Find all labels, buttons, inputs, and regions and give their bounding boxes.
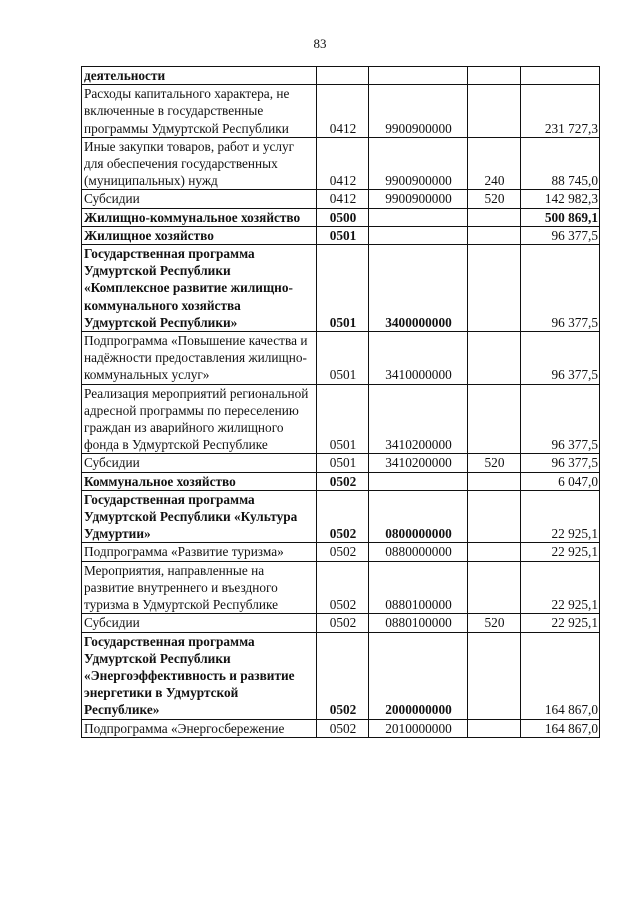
section-code-cell: 0502 [317, 472, 369, 490]
section-code-cell: 0412 [317, 190, 369, 208]
amount-cell [521, 67, 600, 85]
expense-type-cell [468, 245, 521, 332]
amount-cell: 22 925,1 [521, 561, 600, 614]
target-article-cell: 3410200000 [369, 384, 468, 454]
target-article-cell [369, 226, 468, 244]
table-row [82, 190, 600, 208]
table-row [82, 472, 600, 490]
expense-type-cell [468, 332, 521, 385]
target-article-cell: 0800000000 [369, 490, 468, 543]
amount-cell: 22 925,1 [521, 543, 600, 561]
amount-cell: 96 377,5 [521, 454, 600, 472]
amount-cell: 500 869,1 [521, 208, 600, 226]
section-code-cell: 0501 [317, 332, 369, 385]
amount-cell: 22 925,1 [521, 614, 600, 632]
amount-cell: 231 727,3 [521, 85, 600, 138]
row-name-cell: Жилищно-коммунальное хозяйство [82, 208, 317, 226]
expense-type-cell [468, 472, 521, 490]
table-row [82, 719, 600, 737]
target-article-cell: 0880000000 [369, 543, 468, 561]
table-row [82, 543, 600, 561]
table-row [82, 561, 600, 614]
section-code-cell: 0412 [317, 137, 369, 190]
expense-type-cell [468, 67, 521, 85]
expense-type-cell [468, 208, 521, 226]
section-code-cell: 0501 [317, 245, 369, 332]
target-article-cell: 2000000000 [369, 632, 468, 719]
row-name-cell: деятельности [82, 67, 317, 85]
amount-cell: 164 867,0 [521, 719, 600, 737]
row-name-cell: Государственная программа Удмуртской Республики «Культура Удмуртии» [82, 490, 317, 543]
row-name-cell: Мероприятия, направленные на развитие внутреннего и въездного туризма в Удмуртской Республике [82, 561, 317, 614]
row-name-cell: Коммунальное хозяйство [82, 472, 317, 490]
amount-cell: 96 377,5 [521, 384, 600, 454]
page-number: 83 [313, 36, 327, 51]
target-article-cell: 3410000000 [369, 332, 468, 385]
row-name-cell: Субсидии [82, 190, 317, 208]
table-row [82, 490, 600, 543]
table-row [82, 332, 600, 385]
amount-cell: 96 377,5 [521, 245, 600, 332]
section-code-cell: 0502 [317, 561, 369, 614]
amount-cell: 6 047,0 [521, 472, 600, 490]
target-article-cell [369, 208, 468, 226]
table-row [82, 208, 600, 226]
row-name-cell: Подпрограмма «Энергосбережение [82, 719, 317, 737]
expense-type-cell [468, 543, 521, 561]
section-code-cell: 0501 [317, 226, 369, 244]
section-code-cell: 0501 [317, 384, 369, 454]
target-article-cell: 0880100000 [369, 614, 468, 632]
table-row [82, 137, 600, 190]
row-name-cell: Субсидии [82, 454, 317, 472]
row-name-cell: Государственная программа Удмуртской Республики «Комплексное развитие жилищно-коммунального хозяйства Удмуртской Республики» [82, 245, 317, 332]
amount-cell: 164 867,0 [521, 632, 600, 719]
expense-type-cell [468, 384, 521, 454]
target-article-cell: 3400000000 [369, 245, 468, 332]
table-row [82, 454, 600, 472]
table-row [82, 384, 600, 454]
budget-table [81, 66, 600, 738]
section-code-cell: 0502 [317, 632, 369, 719]
section-code-cell: 0412 [317, 85, 369, 138]
expense-type-cell: 520 [468, 614, 521, 632]
expense-type-cell: 520 [468, 454, 521, 472]
table-row [82, 85, 600, 138]
row-name-cell: Подпрограмма «Повышение качества и надёжности предоставления жилищно-коммунальных услуг» [82, 332, 317, 385]
target-article-cell: 9900900000 [369, 190, 468, 208]
table-row [82, 614, 600, 632]
table-row [82, 245, 600, 332]
section-code-cell [317, 67, 369, 85]
expense-type-cell: 240 [468, 137, 521, 190]
expense-type-cell [468, 632, 521, 719]
section-code-cell: 0500 [317, 208, 369, 226]
section-code-cell: 0502 [317, 719, 369, 737]
row-name-cell: Подпрограмма «Развитие туризма» [82, 543, 317, 561]
section-code-cell: 0502 [317, 490, 369, 543]
target-article-cell: 9900900000 [369, 85, 468, 138]
table-row [82, 67, 600, 85]
target-article-cell: 9900900000 [369, 137, 468, 190]
expense-type-cell [468, 85, 521, 138]
expense-type-cell: 520 [468, 190, 521, 208]
expense-type-cell [468, 490, 521, 543]
expense-type-cell [468, 561, 521, 614]
expense-type-cell [468, 226, 521, 244]
row-name-cell: Реализация мероприятий региональной адресной программы по переселению граждан из аварийного жилищного фонда в Удмуртской Республике [82, 384, 317, 454]
section-code-cell: 0502 [317, 614, 369, 632]
target-article-cell: 2010000000 [369, 719, 468, 737]
section-code-cell: 0501 [317, 454, 369, 472]
target-article-cell: 0880100000 [369, 561, 468, 614]
amount-cell: 96 377,5 [521, 332, 600, 385]
row-name-cell: Иные закупки товаров, работ и услуг для обеспечения государственных (муниципальных) нужд [82, 137, 317, 190]
target-article-cell [369, 472, 468, 490]
row-name-cell: Жилищное хозяйство [82, 226, 317, 244]
amount-cell: 22 925,1 [521, 490, 600, 543]
amount-cell: 142 982,3 [521, 190, 600, 208]
amount-cell: 88 745,0 [521, 137, 600, 190]
amount-cell: 96 377,5 [521, 226, 600, 244]
row-name-cell: Государственная программа Удмуртской Республики «Энергоэффективность и развитие энергетики в Удмуртской Республике» [82, 632, 317, 719]
row-name-cell: Субсидии [82, 614, 317, 632]
target-article-cell: 3410200000 [369, 454, 468, 472]
table-row [82, 632, 600, 719]
row-name-cell: Расходы капитального характера, не включенные в государственные программы Удмуртской Республики [82, 85, 317, 138]
table-row [82, 226, 600, 244]
section-code-cell: 0502 [317, 543, 369, 561]
target-article-cell [369, 67, 468, 85]
expense-type-cell [468, 719, 521, 737]
